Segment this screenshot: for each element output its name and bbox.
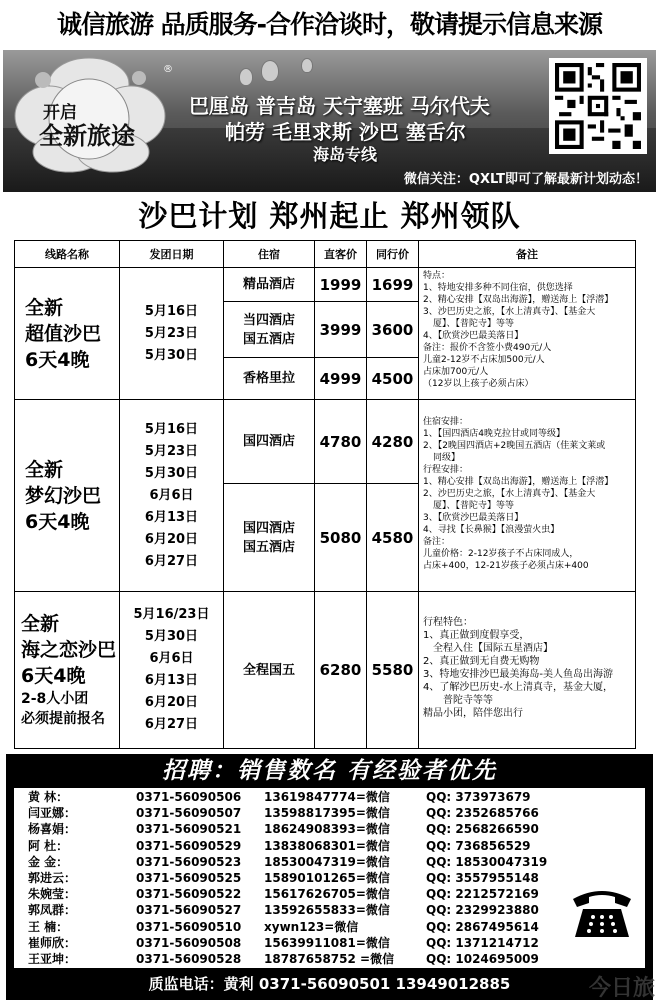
contact-phone: 0371-56090523 <box>136 854 242 869</box>
route-name: 全新 梦幻沙巴 6天4晚 <box>15 400 120 592</box>
departure-dates: 5月16日 5月23日 5月30日 <box>120 268 224 400</box>
contact-name: 王 楠： <box>28 919 69 934</box>
direct-price: 4780 <box>315 400 367 484</box>
peer-price: 4500 <box>367 358 419 400</box>
contact-row <box>14 887 645 902</box>
contact-qq: QQ: 1024695009 <box>426 952 539 966</box>
hotel-option: 精品酒店 <box>224 268 315 302</box>
wechat-note: 微信关注：QXLT即可了解最新计划动态！ <box>403 172 648 187</box>
direct-price: 3999 <box>315 302 367 358</box>
contact-name: 阿 杜： <box>28 838 69 853</box>
qr-code-icon <box>554 63 642 149</box>
header-direct-price: 直客价 <box>315 241 367 268</box>
flower-logo-icon <box>9 54 169 174</box>
destinations-line-3: 海岛专线 <box>313 145 378 164</box>
contact-phone: 0371-56090506 <box>136 790 242 804</box>
itinerary-table <box>14 240 636 749</box>
direct-price: 4999 <box>315 358 367 400</box>
contact-name: 杨喜娟： <box>28 822 77 837</box>
peer-price: 3600 <box>367 302 419 358</box>
contact-qq: QQ: 2568266590 <box>426 822 539 837</box>
contact-name: 金 金： <box>28 854 69 869</box>
contact-qq: QQ: 1371214712 <box>426 935 539 950</box>
peer-price: 4280 <box>367 400 419 484</box>
balloon-icon <box>261 60 279 82</box>
contact-section <box>6 754 653 1000</box>
hotel-option: 当四酒店 国五酒店 <box>224 302 315 358</box>
contact-row <box>14 936 645 951</box>
contact-phone: 0371-56090510 <box>136 919 242 934</box>
contact-qq: QQ: 2329923880 <box>426 903 539 918</box>
table-row <box>15 400 636 484</box>
contact-row <box>14 855 645 870</box>
contact-row <box>14 903 645 918</box>
watermark: 今日旅 <box>588 976 655 1001</box>
contact-name: 郭进云： <box>28 871 77 885</box>
header-dates: 发团日期 <box>120 241 224 268</box>
departure-dates: 5月16/23日 5月30日 6月6日 6月13日 6月20日 6月27日 <box>120 592 224 749</box>
header-peer-price: 同行价 <box>367 241 419 268</box>
hotel-option: 全程国五 <box>224 592 315 749</box>
route-name: 全新 超值沙巴 6天4晚 <box>15 268 120 400</box>
direct-price: 6280 <box>315 592 367 749</box>
logo-text-open: 开启 <box>43 103 77 123</box>
contact-row <box>14 790 645 805</box>
contact-phone: 0371-56090507 <box>136 806 242 821</box>
table-row <box>15 592 636 749</box>
contact-qq: QQ: 18530047319 <box>426 854 548 869</box>
hotel-option: 国四酒店 <box>224 400 315 484</box>
contact-phone: 0371-56090525 <box>136 871 242 885</box>
route-name: 全新 海之恋沙巴 6天4晚 2-8人小团 必须提前报名 <box>15 592 120 749</box>
contact-qq: QQ: 736856529 <box>426 838 531 853</box>
contact-mobile: 15639911081=微信 <box>264 935 390 950</box>
contact-mobile: 18624908393=微信 <box>264 822 390 837</box>
contact-qq: QQ: 3557955148 <box>426 871 539 885</box>
recruit-banner: 招聘：销售数名 有经验者优先 <box>161 758 497 784</box>
contact-row <box>14 822 645 837</box>
contact-phone: 0371-56090508 <box>136 935 242 950</box>
contact-mobile: 18530047319=微信 <box>264 854 390 869</box>
peer-price: 4580 <box>367 484 419 592</box>
direct-price: 5080 <box>315 484 367 592</box>
contact-name: 黄 林： <box>28 790 69 804</box>
contact-mobile: 15890101265=微信 <box>264 871 390 885</box>
contact-qq: QQ: 2867495614 <box>426 919 539 934</box>
header-hotel: 住宿 <box>224 241 315 268</box>
header-notes: 备注 <box>419 241 636 268</box>
contact-phone: 0371-56090528 <box>136 952 242 966</box>
hotel-option: 香格里拉 <box>224 358 315 400</box>
contact-qq: QQ: 2352685766 <box>426 806 539 821</box>
contact-row <box>14 871 645 886</box>
contact-mobile: 13592655833=微信 <box>264 903 390 918</box>
contact-row <box>14 806 645 821</box>
banner <box>3 50 656 192</box>
logo-text-brand: 全新旅途 <box>39 121 135 150</box>
contact-phone: 0371-56090522 <box>136 887 242 902</box>
contact-row <box>14 920 645 935</box>
headline: 沙巴计划 郑州起止 郑州领队 <box>138 199 521 233</box>
contact-phone: 0371-56090527 <box>136 903 242 918</box>
contact-qq: QQ: 373973679 <box>426 790 531 804</box>
direct-price: 1999 <box>315 268 367 302</box>
route-notes: 特点： 1、特地安排多种不同住宿，供您选择 2、精心安排【双岛出海游】，赠送海上【浮潜】 3、沙巴历史之旅，【水上清真寺】、【基金大 厦】、【普陀寺】等等 4、【欣赏沙巴最美落日】 备注：报价不含签小费490元/人 儿童2-12岁不占床加500元/人 占床加700元/人 （12岁以上孩子必须占床） <box>419 268 636 400</box>
contact-name: 朱婉莹： <box>28 887 77 902</box>
contact-name: 王亚坤： <box>28 952 77 966</box>
contact-phone: 0371-56090521 <box>136 822 242 837</box>
contact-qq: QQ: 2212572169 <box>426 887 539 902</box>
contact-phone: 0371-56090529 <box>136 838 242 853</box>
contact-list <box>14 788 645 968</box>
route-notes: 行程特色： 1、真正做到度假享受， 全程入住【国际五星酒店】 2、真正做到无自费无购物 3、特地安排沙巴最美海岛-美人鱼岛出海游 4、了解沙巴历史-水上清真寺，基金大厦， 普陀寺等等 精品小团，陪伴您出行 <box>419 592 636 749</box>
contact-name: 郭凤群： <box>28 903 77 918</box>
header-route: 线路名称 <box>15 241 120 268</box>
table-header-row <box>15 241 636 268</box>
balloon-icon <box>301 58 313 73</box>
contact-mobile: 13838068301=微信 <box>264 838 390 853</box>
contact-mobile: 18787658752 =微信 <box>264 952 395 966</box>
contact-name: 崔师欣： <box>28 935 77 950</box>
contact-mobile: 13619847774=微信 <box>264 790 390 804</box>
peer-price: 1699 <box>367 268 419 302</box>
contact-name: 闫亚娜： <box>28 806 77 821</box>
contact-mobile: 15617626705=微信 <box>264 887 390 902</box>
hotel-option: 国四酒店 国五酒店 <box>224 484 315 592</box>
departure-dates: 5月16日 5月23日 5月30日 6月6日 6月13日 6月20日 6月27日 <box>120 400 224 592</box>
contact-mobile: xywn123=微信 <box>264 919 359 934</box>
table-row <box>15 268 636 302</box>
contact-row <box>14 839 645 854</box>
peer-price: 5580 <box>367 592 419 749</box>
registered-mark: ® <box>163 64 173 75</box>
route-notes: 住宿安排： 1、【国四酒店4晚克拉甘或同等级】 2、【2晚国四酒店+2晚国五酒店（佳莱文莱或 同级】 行程安排： 1、精心安排【双岛出海游】，赠送海上【浮潜】 2、沙巴历史之旅，【水上清真寺】、【基金大 厦】、【普陀寺】等等 3、【欣赏沙巴最美落日】 4、寻找【长鼻猴】【浪漫萤火虫】 备注： 儿童价格：2-12岁孩子不占床同成人， 占床+400，12-21岁孩子必须占床+400 <box>419 400 636 592</box>
qr-code <box>549 58 647 154</box>
contact-mobile: 13598817395=微信 <box>264 806 390 821</box>
top-slogan: 诚信旅游 品质服务-合作洽谈时，敬请提示信息来源 <box>56 10 603 39</box>
supervision-hotline: 质监电话：黄利 0371-56090501 13949012885 <box>148 975 511 993</box>
destinations-line-1: 巴厘岛 普吉岛 天宁塞班 马尔代夫 <box>189 94 490 118</box>
balloon-icon <box>239 68 253 86</box>
contact-row <box>14 952 645 967</box>
destinations-line-2: 帕劳 毛里求斯 沙巴 塞舌尔 <box>225 120 466 144</box>
